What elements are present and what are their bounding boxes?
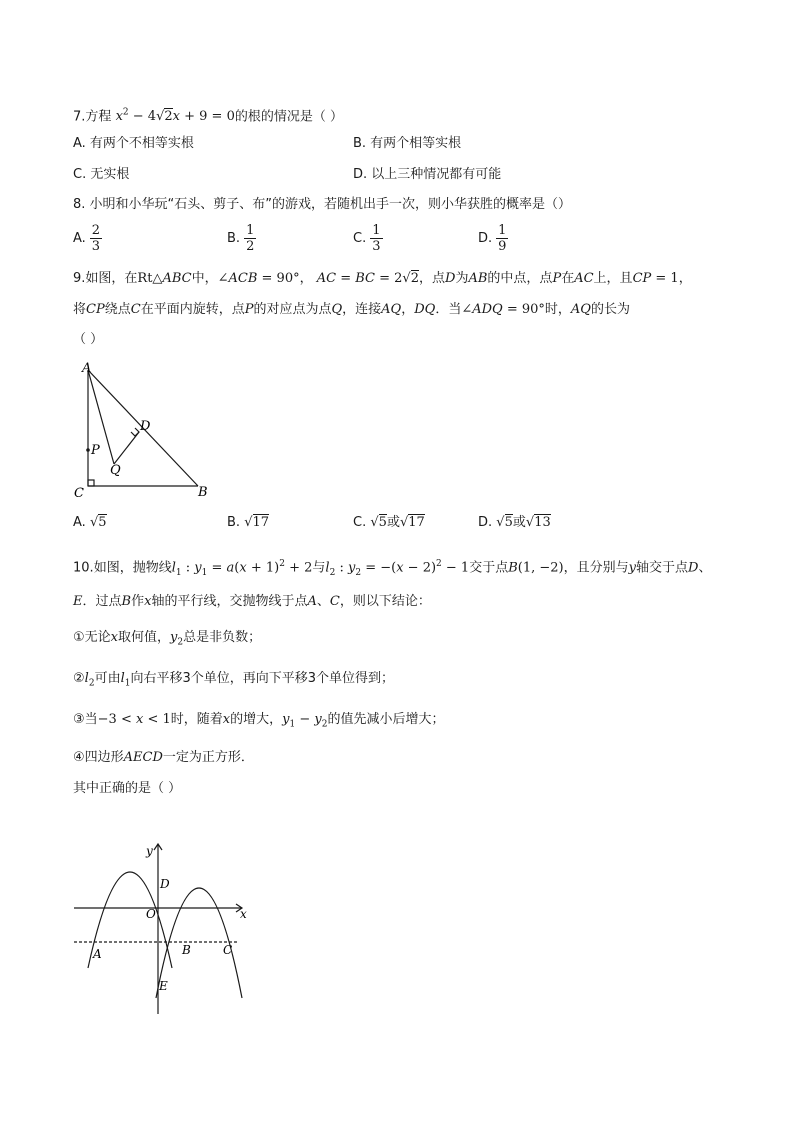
q10-stem-line2: E．过点B作x轴的平行线，交抛物线于点A、C，则以下结论： [73,594,431,609]
q9-l2g: ．当 [435,302,462,317]
q10-t6: 、 [698,560,712,576]
q10-s1b: 取何值， [118,630,171,645]
q9-option-b[interactable]: B. √17 [227,515,270,530]
q9-option-d[interactable]: D. √5或√13 [478,515,551,530]
q10-question-end: 其中正确的是（ ） [73,781,182,796]
q7-equation: $x^2 - 4√2x + 9 = 0$ [115,108,235,125]
q7-prefix: 方程 [85,109,112,125]
q9-l2h: 时， [544,302,571,317]
q10-stem-line1: 10.如图，抛物线$l_1$ : $y_1 = a(x + 1)^2 + 2$与$l_2$ : $y_2 = -(x - 2)^2 - 1$交于点B(1, −2)，且分别与y轴交于点D、 [73,559,712,578]
q9-l2i: 的长为 [590,302,630,317]
q7-option-c[interactable]: C. 无实根 [73,167,130,182]
q8-option-c-fraction [370,223,382,254]
q10-label-c: C [223,943,233,957]
q9-t3: ，点 [419,271,446,286]
q9-label-a: A [82,361,92,376]
q9-stem-line2: 将CP绕点C在平面内旋转，点P的对应点为点Q，连接AQ，DQ．当∠ADQ = 90°时，AQ的长为 [73,302,630,317]
q10-label-y: y [146,844,153,858]
q7-option-d[interactable]: D. 以上三种情况都有可能 [353,167,502,182]
q10-s1a: ①无论 [73,630,111,645]
q8-option-c[interactable] [353,223,383,263]
q8-c-numerator: 1 [372,223,381,238]
q9-option-a-label: A. [73,515,86,530]
q9-stem-line1: 9.如图，在Rt△ABC中，∠ACB = 90°， AC = BC = 2√2，点D为AB的中点，点P在AC上，且CP = 1， [73,271,692,286]
q9-label-c: C [74,486,84,500]
q10-number: 10. [73,560,94,576]
q10-l2c: 轴的平行线，交抛物线于点 [151,594,308,609]
q8-option-c-label: C. [353,231,367,246]
q10-parabola-figure [70,838,260,1018]
q9-option-d-label: D. [478,515,493,530]
q9-t5: 的中点，点 [487,271,553,286]
q7-stem [73,104,343,126]
q8-option-d-label: D. [478,231,493,246]
q10-s2b: 可由 [94,671,121,686]
q9-option-a[interactable]: A. √5 [73,515,107,530]
q8-b-denominator: 2 [246,239,255,254]
q8-option-a[interactable] [73,223,102,263]
q9-segment-dq [114,432,139,464]
q10-s2a: ② [73,671,85,686]
q10-l2d: 、 [316,594,330,609]
q10-t3: 交于点 [469,560,509,576]
q10-l2b: 作 [131,594,145,609]
q8-option-d-fraction [496,223,508,254]
q10-s3b: 时，随着 [170,712,223,727]
q9-point-p [86,448,90,452]
q9-l2f: ， [401,302,415,317]
q8-a-numerator: 2 [91,223,101,238]
q9-right-angle-d [131,428,139,436]
q9-t7: 上，且 [593,271,633,286]
q10-t4: ，且分别与 [563,560,629,576]
q8-option-a-label: A. [73,231,86,246]
q10-t5: 轴交于点 [636,560,689,576]
q10-l2a: ．过点 [82,594,122,609]
q9-t1: 如图，在 [85,271,138,286]
q10-statement-4: ④四边形AECD一定为正方形． [73,750,254,765]
q8-option-d[interactable] [478,223,508,263]
q9-option-c-label: C. [353,515,367,530]
q9-t2: 中， [191,271,218,286]
q8-a-denominator: 3 [91,239,101,254]
q9-l2d: 的对应点为点 [253,302,332,317]
q10-label-d: D [160,877,170,891]
q10-statement-2: $②l_2$可由$l_1$向右平移3个单位，再向下平移3个单位得到； [73,671,395,689]
q9-answer-paren: （ ） [73,332,104,347]
q10-t2: 与 [312,560,326,576]
q8-option-a-fraction [90,223,102,254]
q9-option-c-or: 或 [386,515,400,530]
q8-option-b[interactable] [227,223,256,263]
q10-label-a: A [93,947,102,961]
q9-label-p: P [91,443,100,458]
q7-number: 7. [73,109,86,125]
q9-t4: 为 [455,271,469,286]
q9-l2e: ，连接 [342,302,382,317]
q10-s3c: 的增大， [230,712,283,727]
q10-l2e: ，则以下结论： [339,594,431,609]
q9-option-d-or: 或 [512,515,526,530]
q9-l2a: 将 [73,302,87,317]
q10-label-b: B [182,943,191,957]
q10-label-x: x [240,907,247,921]
q9-label-d: D [140,419,151,434]
q8-stem: 8. 小明和小华玩“石头、剪子、布”的游戏，若随机出手一次，则小华获胜的概率是（） [73,197,572,212]
q10-s2c: 向右平移3个单位，再向下平移3个单位得到； [130,671,395,686]
q8-option-b-fraction [244,223,256,254]
q10-s4b: 一定为正方形． [162,750,254,765]
q9-number: 9. [73,271,86,286]
q10-s3a: ③当 [73,712,98,727]
q10-t1: 如图，抛物线 [93,560,172,576]
q10-label-o: O [146,907,156,921]
q8-d-numerator: 1 [498,223,507,238]
q9-right-angle-c [88,480,94,486]
q10-statement-3: ③当−3 < x < 1时，随着x的增大，$y_1 - y_2$的值先减小后增大； [73,712,445,730]
q9-label-q: Q [110,463,121,478]
q10-s4a: ④四边形 [73,750,124,765]
q10-s3d: 的值先减小后增大； [327,712,445,727]
q7-option-b[interactable]: B. 有两个相等实根 [353,136,462,151]
q10-statement-1: ①无论x取何值，$y_2$总是非负数； [73,630,262,648]
q8-b-numerator: 1 [246,223,255,238]
q9-l2b: 绕点 [104,302,131,317]
q10-s1c: 总是非负数； [183,630,262,645]
q9-option-c[interactable]: C. √5或√17 [353,515,425,530]
q9-triangle-figure [74,360,214,500]
q7-suffix: 的根的情况是（ ） [234,109,343,125]
q10-label-e: E [159,979,168,993]
q8-d-denominator: 9 [498,239,507,254]
q9-option-b-label: B. [227,515,241,530]
q9-label-b: B [198,485,208,500]
q8-c-denominator: 3 [372,239,381,254]
q8-option-b-label: B. [227,231,241,246]
q9-t6: 在 [561,271,575,286]
q7-option-a[interactable]: A. 有两个不相等实根 [73,136,194,151]
q9-l2c: 在平面内旋转，点 [140,302,245,317]
